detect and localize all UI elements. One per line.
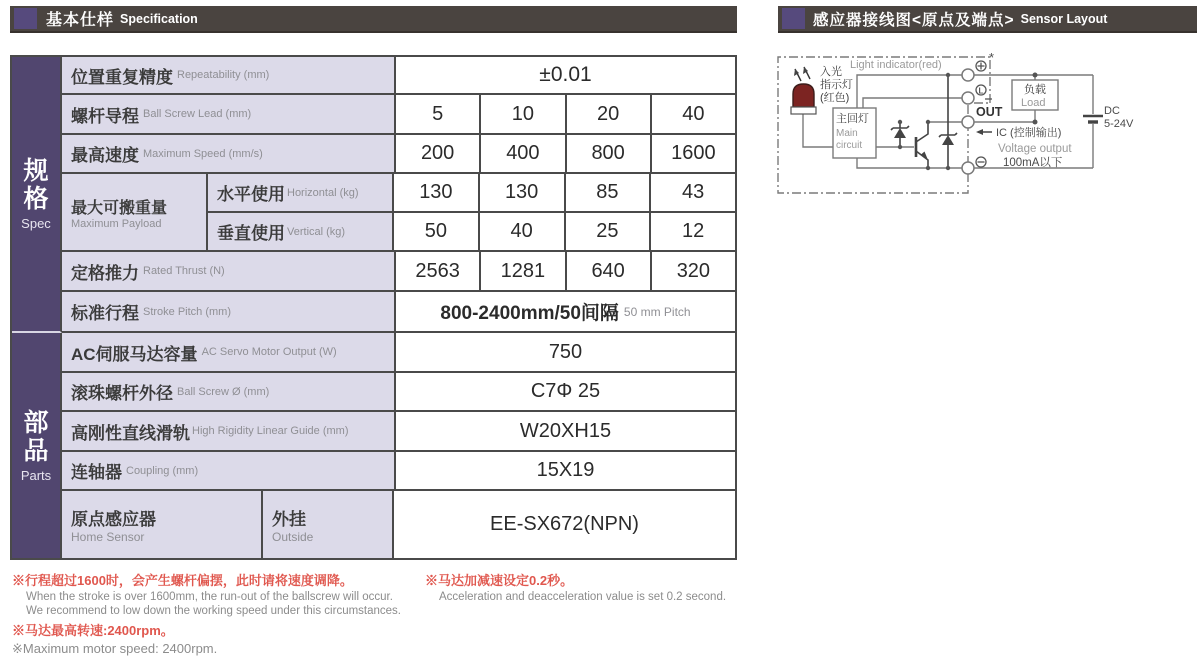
row-label — [62, 412, 396, 450]
purple-accent-square — [782, 8, 805, 29]
value-cell: 130 — [394, 174, 478, 211]
row-label — [62, 252, 396, 290]
value-cell: C7Φ 25 — [396, 373, 735, 410]
label-en: Repeatability (mm) — [177, 69, 270, 81]
value-cell: 800 — [565, 135, 650, 172]
main-circuit-zh: 主回灯 — [836, 113, 869, 125]
dc-label: DC — [1104, 105, 1120, 117]
row-repeatability — [62, 57, 735, 95]
load-label-en: Load — [1021, 97, 1046, 109]
stroke-value: 800-2400mm/50间隔 — [440, 303, 619, 324]
row-rated-thrust — [62, 252, 735, 292]
dc-range-label: 5-24V — [1104, 118, 1134, 130]
footnotes-right — [425, 572, 755, 604]
supply-wires — [857, 75, 962, 108]
value-cell: 2563 — [396, 252, 479, 290]
spec-section — [12, 57, 735, 333]
label-en: Vertical (kg) — [287, 225, 346, 238]
sensor-header-title-zh: 感应器接线图<原点及端点> — [813, 11, 1015, 29]
row-label — [62, 135, 396, 172]
value-cell: 1600 — [650, 135, 735, 172]
row-linear-guide — [62, 412, 735, 452]
spec-section-label-en: Spec — [21, 216, 51, 231]
sensor-wiring-diagram — [770, 50, 1200, 205]
sub-label — [208, 174, 394, 211]
led-wire — [803, 114, 833, 147]
zener-diode-icon — [891, 120, 909, 149]
row-stroke — [62, 292, 735, 333]
value-cell: 130 — [478, 174, 564, 211]
row-label — [62, 452, 396, 489]
label-en: Maximum Speed (mm/s) — [143, 147, 263, 160]
sub-label — [208, 213, 394, 250]
plus-symbol-icon — [976, 61, 986, 71]
row-max-payload — [62, 174, 735, 252]
label-zh: 定格推力 — [71, 263, 139, 283]
terminal-light — [962, 92, 974, 104]
label-en: AC Servo Motor Output (W) — [201, 346, 337, 358]
row-label — [62, 57, 396, 93]
label-zh: 螺杆导程 — [71, 106, 139, 126]
row-home-sensor — [62, 491, 735, 558]
parts-section-label-zh: 部品 — [23, 408, 49, 465]
terminal-minus — [962, 162, 974, 174]
value-cell: 12 — [649, 213, 735, 250]
home-sensor-label — [62, 491, 263, 558]
row-coupling — [62, 452, 735, 491]
label-en: Maximum Payload — [71, 217, 162, 230]
label-en: Rated Thrust (N) — [143, 265, 225, 277]
value-cell: ±0.01 — [396, 57, 735, 93]
value-cell: 25 — [564, 213, 650, 250]
junction-dot — [1033, 73, 1038, 78]
value-cell: 43 — [649, 174, 735, 211]
spec-section-label — [12, 57, 62, 333]
specification-table — [10, 55, 737, 560]
value-cell: 85 — [564, 174, 650, 211]
spec-header-title-en: Specification — [120, 11, 198, 26]
label-zh: 滚珠螺杆外径 — [71, 384, 173, 403]
plus-note-asterisk: * — [989, 50, 995, 65]
footnote-stroke-warning-zh: ※行程超过1600时，会产生螺杆偏摆，此时请将速度调降。 — [12, 573, 353, 588]
purple-accent-square — [14, 8, 37, 29]
parts-section-label — [12, 333, 62, 558]
row-payload-horizontal — [208, 174, 735, 213]
label-en: High Rigidity Linear Guide (mm) — [192, 425, 349, 437]
battery-icon — [1083, 116, 1103, 122]
payload-main-label — [62, 174, 208, 250]
light-indicator-en-label: Light indicator(red) — [850, 59, 942, 71]
row-max-speed — [62, 135, 735, 174]
minus-symbol-icon — [976, 157, 986, 167]
row-payload-vertical — [208, 213, 735, 250]
light-label-line1: 入光 — [820, 66, 842, 78]
label-en: Ball Screw Lead (mm) — [143, 108, 252, 120]
label-zh: AC伺服马达容量 — [71, 344, 198, 364]
footnotes-left — [12, 572, 417, 659]
row-label — [62, 292, 396, 331]
value-cell: 1281 — [479, 252, 564, 290]
label-en: Home Sensor — [71, 530, 145, 544]
current-limit-label: 100mA以下 — [1003, 157, 1063, 169]
value-cell: 50 — [394, 213, 478, 250]
value-cell: 40 — [478, 213, 564, 250]
spec-header-title-zh: 基本仕样 — [46, 12, 115, 29]
footnote-accel-zh: ※马达加减速设定0.2秒。 — [425, 573, 574, 588]
light-arrows-icon — [794, 67, 810, 81]
led-indicator-icon — [791, 84, 816, 114]
label-zh: 高刚性直线滑轨 — [71, 423, 190, 443]
value-cell: W20XH15 — [396, 412, 735, 450]
value-cell: 400 — [479, 135, 564, 172]
light-label-line3: (红色) — [820, 92, 850, 104]
value-cell: 10 — [479, 95, 564, 133]
value-cell: 20 — [565, 95, 650, 133]
row-label — [62, 373, 396, 410]
terminal-plus — [962, 69, 974, 81]
row-servo-output — [62, 333, 735, 373]
transistor-icon — [916, 120, 930, 170]
label-zh: 水平使用 — [217, 185, 285, 204]
stroke-value-sub: 50 mm Pitch — [623, 304, 691, 319]
parts-section-label-en: Parts — [20, 467, 52, 483]
voltage-output-label: Voltage output — [998, 143, 1072, 155]
terminal-out — [962, 116, 974, 128]
label-zh: 最高速度 — [71, 146, 139, 165]
value-cell: 15X19 — [396, 452, 735, 489]
label-en: Outside — [272, 530, 314, 544]
light-label-line2: 指示灯 — [820, 79, 853, 91]
value-cell: 40 — [650, 95, 735, 133]
load-label-zh: 负载 — [1024, 84, 1046, 96]
sensor-header-bar — [778, 6, 1197, 33]
value-cell: 320 — [650, 252, 735, 290]
value-cell: 200 — [396, 135, 479, 172]
l-terminal-letter: L — [978, 86, 984, 96]
label-zh: 最大可搬重量 — [71, 199, 168, 217]
spec-section-label-zh: 规格 — [23, 157, 49, 213]
row-ball-screw-dia — [62, 373, 735, 412]
footnote-stroke-warning-en1: When the stroke is over 1600mm, the run-out of the ballscrew will occur. — [26, 590, 393, 603]
footnote-motor-speed-zh: ※马达最高转速:2400rpm。 — [12, 623, 174, 639]
ic-output-label: IC (控制输出) — [996, 127, 1062, 139]
value-cell: 640 — [565, 252, 650, 290]
footnote-stroke-warning-en2: We recommend to low down the working speed under this circumstances. — [26, 605, 401, 618]
footnote-accel-en: Acceleration and deacceleration value is set 0.2 second. — [439, 590, 727, 603]
value-cell: 750 — [396, 333, 735, 371]
label-zh: 外挂 — [272, 510, 306, 529]
label-zh: 位置重复精度 — [71, 67, 173, 87]
label-zh: 标准行程 — [71, 304, 139, 323]
label-en: Coupling (mm) — [126, 464, 199, 477]
row-ball-screw-lead — [62, 95, 735, 135]
main-circuit-en2: circuit — [836, 140, 863, 151]
label-zh: 连轴器 — [71, 463, 122, 482]
parts-section — [12, 333, 735, 558]
label-zh: 垂直使用 — [217, 224, 285, 243]
row-label — [62, 333, 396, 371]
value-cell: EE-SX672(NPN) — [394, 491, 735, 558]
label-en: Horizontal (kg) — [287, 186, 359, 199]
footnote-motor-speed-en: ※Maximum motor speed: 2400rpm. — [12, 640, 218, 656]
value-cell: 5 — [396, 95, 479, 133]
ic-arrow-icon — [976, 129, 992, 135]
label-zh: 原点感应器 — [71, 510, 156, 529]
junction-dot — [1033, 120, 1038, 125]
out-label: OUT — [976, 105, 1003, 119]
row-label — [62, 95, 396, 133]
home-sensor-mount-label — [263, 491, 394, 558]
sensor-header-title-en: Sensor Layout — [1020, 11, 1108, 26]
label-en: Stroke Pitch (mm) — [143, 305, 232, 318]
label-en: Ball Screw Ø (mm) — [177, 385, 270, 398]
spec-header-bar — [10, 6, 737, 33]
main-circuit-en1: Main — [836, 128, 858, 139]
